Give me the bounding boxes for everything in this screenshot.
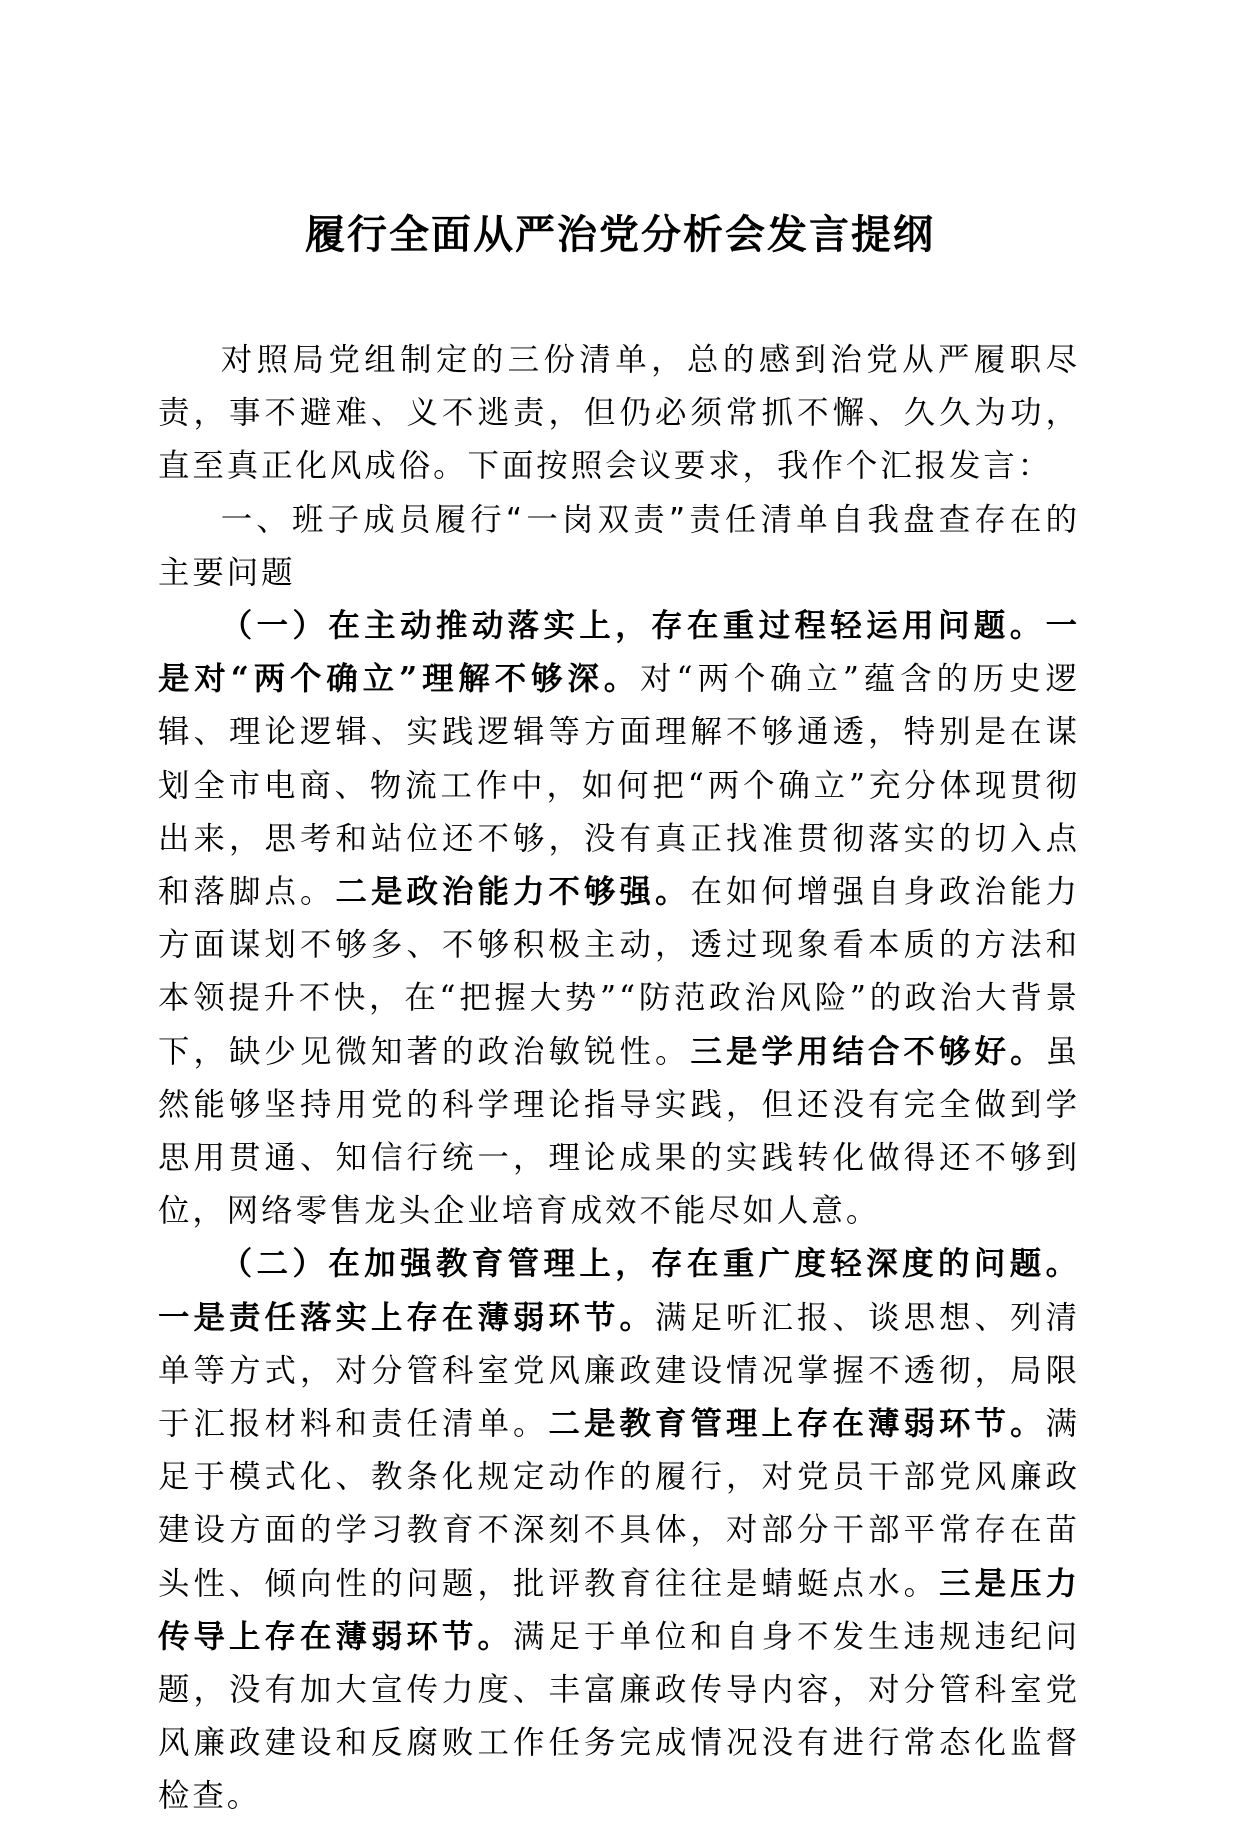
part-2-text-1: 满足听汇报、谈思想、列清单等方式，对分管科室党风廉政建设情况掌握不透彻，局限于汇报材料和责任清单。 <box>158 1299 1080 1443</box>
part-1-point-3: 三是学用结合不够好。 <box>690 1033 1046 1070</box>
part-1-lead: （一）在主动推动落实上，存在重过程轻运用问题。一是对“两个确立”理解不够深。 <box>158 608 1080 698</box>
part-2-lead: （二）在加强教育管理上，存在重广度轻深度的问题。一是责任落实上存在薄弱环节。 <box>158 1246 1080 1336</box>
part-2-text-3: 满足于单位和自身不发生违规违纪问题，没有加大宣传力度、丰富廉政传导内容，对分管科室党风廉政建设和反腐败工作任务完成情况没有进行常态化监督检查。 <box>158 1618 1080 1815</box>
part-1-point-2: 二是政治能力不够强。 <box>335 874 691 911</box>
document-body <box>158 334 1080 1824</box>
part-1-text-2: 在如何增强自身政治能力方面谋划不够多、不够积极主动，透过现象看本质的方法和本领提升不快，在“把握大势”“防范政治风险”的政治大背景下，缺少见微知著的政治敏锐性。 <box>158 874 1080 1070</box>
part-1-text-1: 对“两个确立”蕴含的历史逻辑、理论逻辑、实践逻辑等方面理解不够通透，特别是在谋划全市电商、物流工作中，如何把“两个确立”充分体现贯彻出来，思考和站位还不够，没有真正找准贯彻落实的切入点和落脚点。 <box>158 661 1080 911</box>
section-1-heading: 一、班子成员履行“一岗双责”责任清单自我盘查存在的主要问题 <box>158 501 1080 591</box>
part-2-point-3: 三是压力传导上存在薄弱环节。 <box>158 1565 1080 1655</box>
part-2-text-2: 满足于模式化、教条化规定动作的履行，对党员干部党风廉政建设方面的学习教育不深刻不具体，对部分干部平常存在苗头性、倾向性的问题，批评教育往往是蜻蜓点水。 <box>158 1406 1080 1602</box>
part-1-text-3: 虽然能够坚持用党的科学理论指导实践，但还没有完全做到学思用贯通、知信行统一，理论成果的实践转化做得还不够到位，网络零售龙头企业培育成效不能尽如人意。 <box>158 1033 1080 1230</box>
part-2-paragraph <box>158 1238 1080 1823</box>
part-2-point-2: 二是教育管理上存在薄弱环节。 <box>548 1406 1046 1443</box>
intro-paragraph: 对照局党组制定的三份清单，总的感到治党从严履职尽责，事不避难、义不逃责，但仍必须常抓不懈、久久为功，直至真正化风成俗。下面按照会议要求，我作个汇报发言： <box>158 342 1080 485</box>
part-1-paragraph <box>158 600 1080 1238</box>
document-title: 履行全面从严治党分析会发言提纲 <box>305 211 935 258</box>
